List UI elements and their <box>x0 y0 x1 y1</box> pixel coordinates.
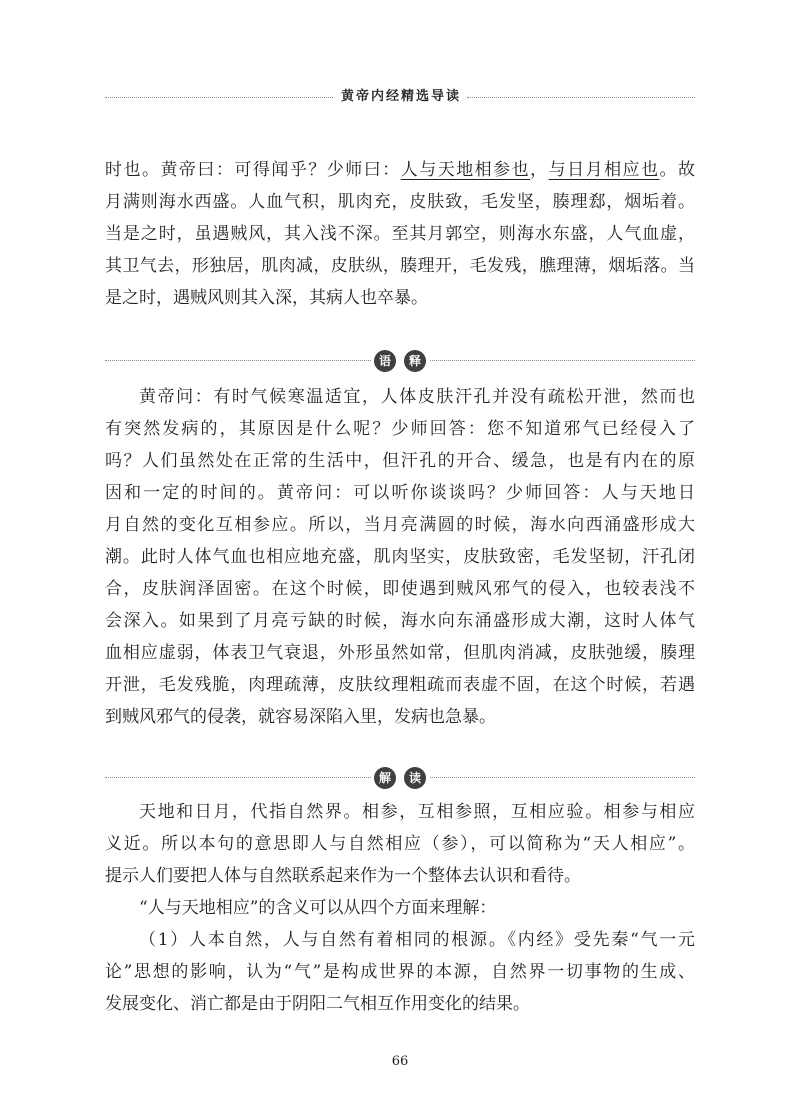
header-rule-left <box>105 97 333 98</box>
original-line <box>105 154 695 186</box>
underlined-phrase: 人与天地相参也 <box>400 160 531 180</box>
yushi-line: 吗？人们虽然处在正常的生活中，但汗孔的开合、缓急，也是有内在的原 <box>105 451 695 471</box>
jiedu-text-block <box>105 796 695 1020</box>
yushi-line: 开泄，毛发残脆，肉理疏薄，皮肤纹理粗疏而表虚不固，在这个时候，若遇 <box>105 675 695 695</box>
yushi-line: 有突然发病的，其原因是什么呢？少师回答：您不知道邪气已经侵入了 <box>105 419 695 439</box>
section-heading-yushi <box>105 349 695 373</box>
header-rule-right <box>467 97 695 98</box>
yushi-line: 黄帝问：有时气候寒温适宜，人体皮肤汗孔并没有疏松开泄，然而也 <box>139 387 695 407</box>
original-line-text: ， <box>530 160 549 180</box>
jiedu-line: 天地和日月，代指自然界。相参，互相参照，互相应验。相参与相应 <box>139 802 695 822</box>
jiedu-line: （1）人本自然，人与自然有着相同的根源。《内经》受先秦“气一元 <box>139 930 695 950</box>
yushi-line: 会深入。如果到了月亮亏缺的时候，海水向东涌盛形成大潮，这时人体气 <box>105 611 695 631</box>
yushi-text-block <box>105 381 695 733</box>
original-line: 是之时，遇贼风则其入深，其病人也卒暴。 <box>105 288 428 308</box>
heading-badge: 释 <box>404 350 426 372</box>
jiedu-line: “人与天地相应”的含义可以从四个方面来理解： <box>139 898 497 918</box>
yushi-line: 合，皮肤润泽固密。在这个时候，即使遇到贼风邪气的侵入，也较表浅不 <box>105 579 695 599</box>
page-number: 66 <box>391 1054 409 1069</box>
jiedu-line: 论”思想的影响，认为“气”是构成世界的本源，自然界一切事物的生成、 <box>105 962 695 982</box>
jiedu-line: 发展变化、消亡都是由于阴阳二气相互作用变化的结果。 <box>105 994 530 1014</box>
yushi-line: 因和一定的时间的。黄帝问：可以听你谈谈吗？少师回答：人与天地日 <box>105 483 695 503</box>
yushi-line: 到贼风邪气的侵袭，就容易深陷入里，发病也急暴。 <box>105 707 496 727</box>
original-text-block <box>105 154 695 314</box>
section-badges <box>371 349 429 373</box>
original-line: 月满则海水西盛。人血气积，肌肉充，皮肤致，毛发坚，腠理郄，烟垢着。 <box>105 192 695 212</box>
jiedu-line: 义近。所以本句的意思即人与自然相应（参），可以简称为“天人相应”。 <box>105 834 695 854</box>
section-badges <box>371 766 429 790</box>
original-line: 其卫气去，形独居，肌肉减，皮肤纵，腠理开，毛发残，膲理薄，烟垢落。当 <box>105 256 695 276</box>
yushi-line: 月自然的变化互相参应。所以，当月亮满圆的时候，海水向西涌盛形成大 <box>105 515 695 535</box>
yushi-line: 血相应虚弱，体表卫气衰退，外形虽然如常，但肌肉消减，皮肤弛缓，腠理 <box>105 643 695 663</box>
original-line: 当是之时，虽遇贼风，其入浅不深。至其月郭空，则海水东盛，人气血虚， <box>105 224 695 244</box>
original-line-text: 。故 <box>659 160 695 180</box>
running-header-title: 黄帝内经精选导读 <box>340 89 461 104</box>
yushi-line: 潮。此时人体气血也相应地充盛，肌肉坚实，皮肤致密，毛发坚韧，汗孔闭 <box>105 547 695 567</box>
heading-badge: 解 <box>374 767 396 789</box>
heading-badge: 语 <box>374 350 396 372</box>
original-line-text: 时也。黄帝曰：可得闻乎？少师曰： <box>105 160 401 180</box>
jiedu-line: 提示人们要把人体与自然联系起来作为一个整体去认识和看待。 <box>105 866 581 886</box>
underlined-phrase: 与日月相应也 <box>548 160 660 180</box>
heading-badge: 读 <box>404 767 426 789</box>
section-heading-jiedu <box>105 766 695 790</box>
